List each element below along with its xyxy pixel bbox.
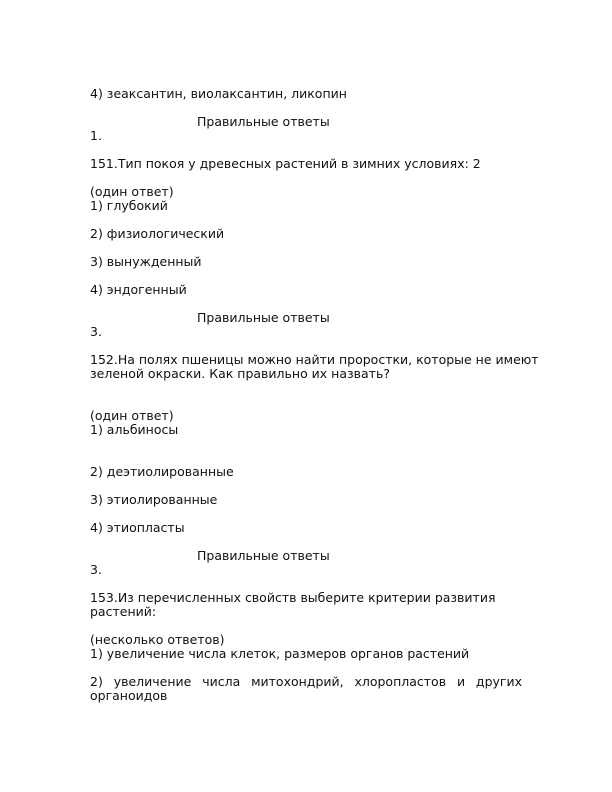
q153-option-1: 1) увеличение числа клеток, размеров органов растений: [90, 646, 470, 661]
q151-answer: 3.: [90, 324, 102, 339]
q152-question-line-1: 152.На полях пшеницы можно найти проростки, которые не имеют: [90, 352, 539, 367]
q153-mode: (несколько ответов): [90, 632, 225, 647]
q152-option-1: 1) альбиносы: [90, 422, 179, 437]
q151-option-3: 3) вынужденный: [90, 254, 202, 269]
answers-label: Правильные ответы: [197, 310, 330, 325]
answers-label: Правильные ответы: [197, 114, 330, 129]
q152-question-line-2: зеленой окраски. Как правильно их назвать?: [90, 366, 390, 381]
q151-option-2: 2) физиологический: [90, 226, 225, 241]
q153-question-line-1: 153.Из перечисленных свойств выберите критерии развития: [90, 590, 496, 605]
q151-question: 151.Тип покоя у древесных растений в зимних условиях: 2: [90, 156, 481, 171]
q153-option-2-line-1: 2) увеличение числа митохондрий, хлоропластов и других: [90, 674, 522, 689]
prev-option-4: 4) зеаксантин, виолаксантин, ликопин: [90, 86, 347, 101]
q152-mode: (один ответ): [90, 408, 174, 423]
q153-option-2-line-2: органоидов: [90, 688, 168, 703]
q150-answer: 1.: [90, 128, 102, 143]
q152-option-3: 3) этиолированные: [90, 492, 218, 507]
answers-label: Правильные ответы: [197, 548, 330, 563]
q151-option-4: 4) эндогенный: [90, 282, 187, 297]
q152-option-2: 2) деэтиолированные: [90, 464, 234, 479]
q151-option-1: 1) глубокий: [90, 198, 168, 213]
q152-answer: 3.: [90, 562, 102, 577]
q151-mode: (один ответ): [90, 184, 174, 199]
q152-option-4: 4) этиопласты: [90, 520, 185, 535]
q153-question-line-2: растений:: [90, 604, 157, 619]
